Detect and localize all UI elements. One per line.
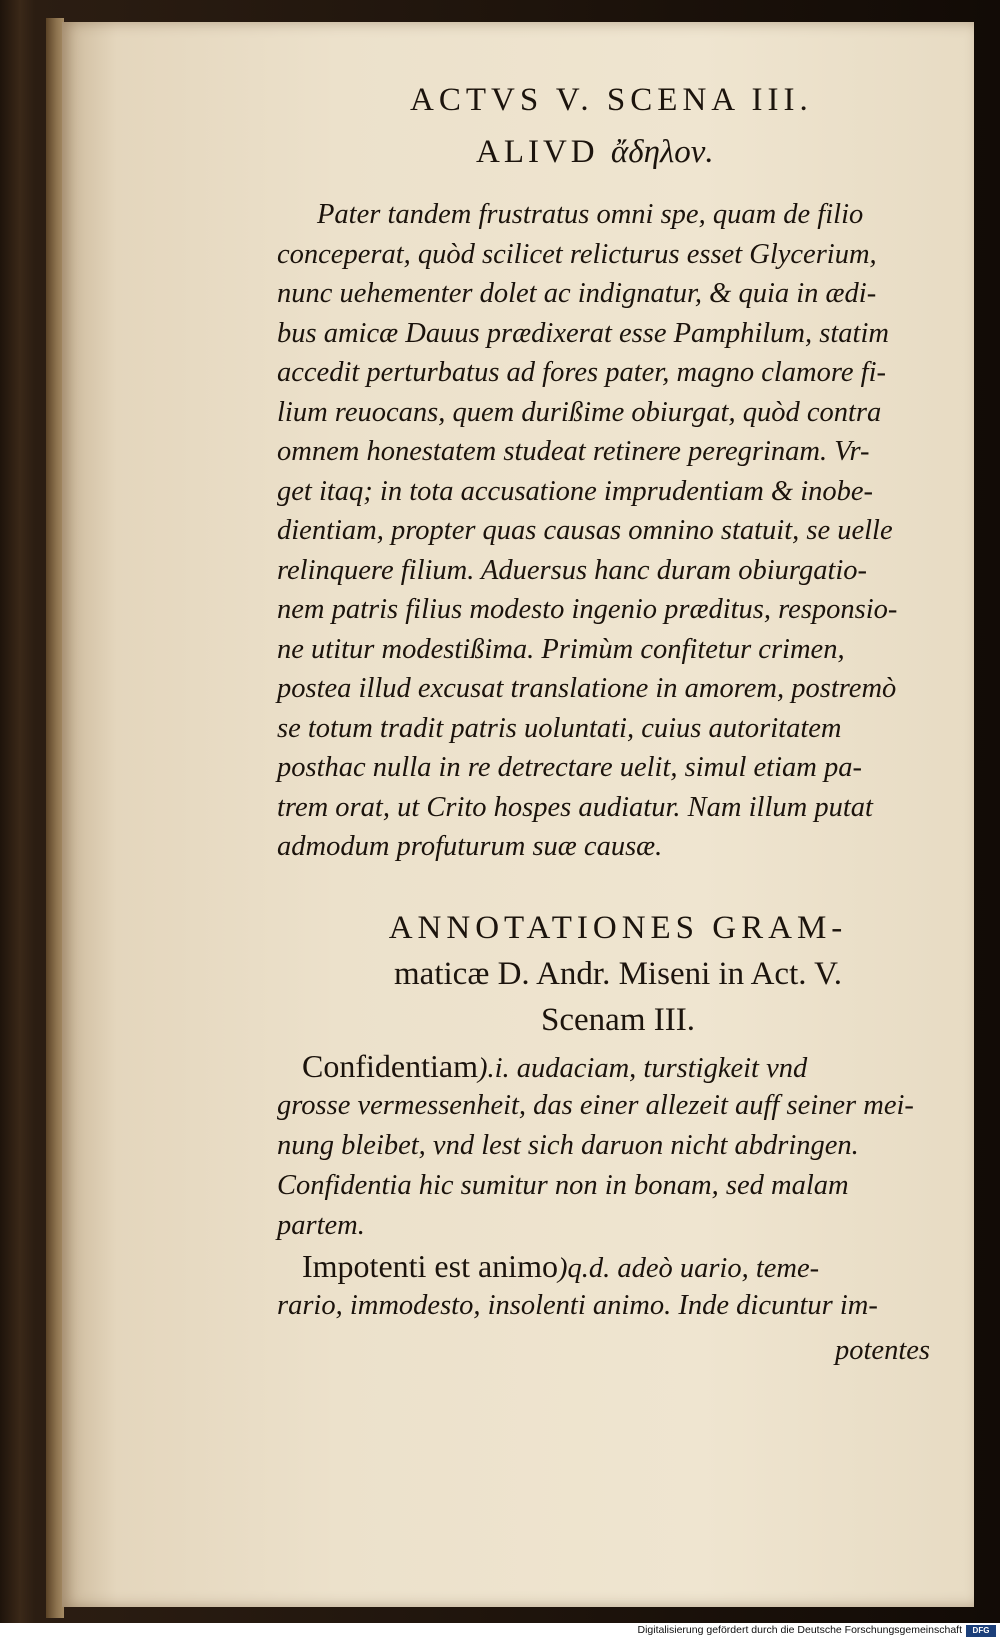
- argument-line: Pater tandem frustratus omni spe, quam de filio: [317, 199, 864, 230]
- argument-line: ne utitur modestißima. Primùm confitetur crimen,: [277, 633, 845, 665]
- note-line: [277, 1166, 959, 1206]
- catchword: potentes: [835, 1335, 930, 1366]
- note-line: [277, 1046, 959, 1086]
- argument-line: omnem honestatem studeat retinere peregrinam. Vr-: [277, 436, 870, 467]
- footer-credit: Digitalisierung gefördert durch die Deutsche Forschungsgemeinschaft: [637, 1624, 962, 1636]
- note-lemma: Impotenti est animo: [302, 1248, 558, 1284]
- argument-line: relinquere filium. Aduersus hanc duram obiurgatio-: [277, 554, 868, 586]
- note-text: rario, immodesto, insolenti animo. Inde dicuntur im-: [277, 1290, 878, 1321]
- argument-line: postea illud excusat translatione in amorem, postremò: [277, 673, 897, 704]
- argument-line: admodum profuturum suæ causæ.: [277, 831, 663, 862]
- argument-line: se totum tradit patris uoluntati, cuius autoritatem: [277, 712, 842, 744]
- note-text: partem.: [277, 1210, 365, 1241]
- annotations-heading-line: ANNOTATIONES GRAM-: [388, 910, 848, 946]
- note-line: [277, 1246, 959, 1286]
- annotations-notes: [277, 1046, 959, 1326]
- note-text: Confidentia hic sumitur non in bonam, sed malam: [277, 1170, 849, 1201]
- note-lemma: Confidentiam: [302, 1048, 478, 1084]
- argument-line: get itaq; in tota accusatione imprudentiam & inobe-: [277, 475, 874, 507]
- note-line: [277, 1086, 959, 1126]
- note-line: [277, 1286, 959, 1326]
- annotations-heading-line: Scenam III.: [541, 1002, 695, 1038]
- argument-line: trem orat, ut Crito hospes audiatur. Nam illum putat: [277, 791, 873, 823]
- note-line: [277, 1206, 959, 1246]
- note-text: )q.d. adeò uario, teme-: [557, 1253, 820, 1284]
- note-text: ).i. audaciam, turstigkeit vnd: [477, 1053, 808, 1084]
- note-text: nung bleibet, vnd lest sich daruon nicht abdringen.: [277, 1130, 859, 1161]
- argument-line: lium reuocans, quem durißime obiurgat, quòd contra: [277, 396, 882, 428]
- section-title: [476, 134, 714, 171]
- title-latin: ALIVD: [476, 134, 599, 170]
- argument-line: conceperat, quòd scilicet relicturus esset Glycerium,: [277, 238, 877, 270]
- argument-line: posthac nulla in re detrectare uelit, simul etiam pa-: [277, 752, 862, 783]
- running-head: ACTVS V. SCENA III.: [410, 82, 813, 118]
- annotations-heading-line: maticæ D. Andr. Miseni in Act. V.: [394, 956, 842, 992]
- title-greek: ἄδηλον.: [610, 134, 714, 170]
- argument-line: dientiam, propter quas causas omnino statuit, se uelle: [277, 515, 893, 546]
- argument-paragraph: [277, 195, 959, 867]
- note-text: grosse vermessenheit, das einer allezeit auff seiner mei-: [277, 1090, 914, 1121]
- argument-line: nunc uehementer dolet ac indignatur, & quia in ædi-: [277, 278, 877, 309]
- argument-line: accedit perturbatus ad fores pater, magno clamore fi-: [277, 357, 886, 388]
- note-line: [277, 1126, 959, 1166]
- argument-line: nem patris filius modesto ingenio præditus, responsio-: [277, 594, 898, 625]
- annotations-heading: [277, 905, 959, 1043]
- dfg-logo: DFG: [966, 1625, 996, 1637]
- argument-line: bus amicæ Dauus prædixerat esse Pamphilum, statim: [277, 317, 889, 349]
